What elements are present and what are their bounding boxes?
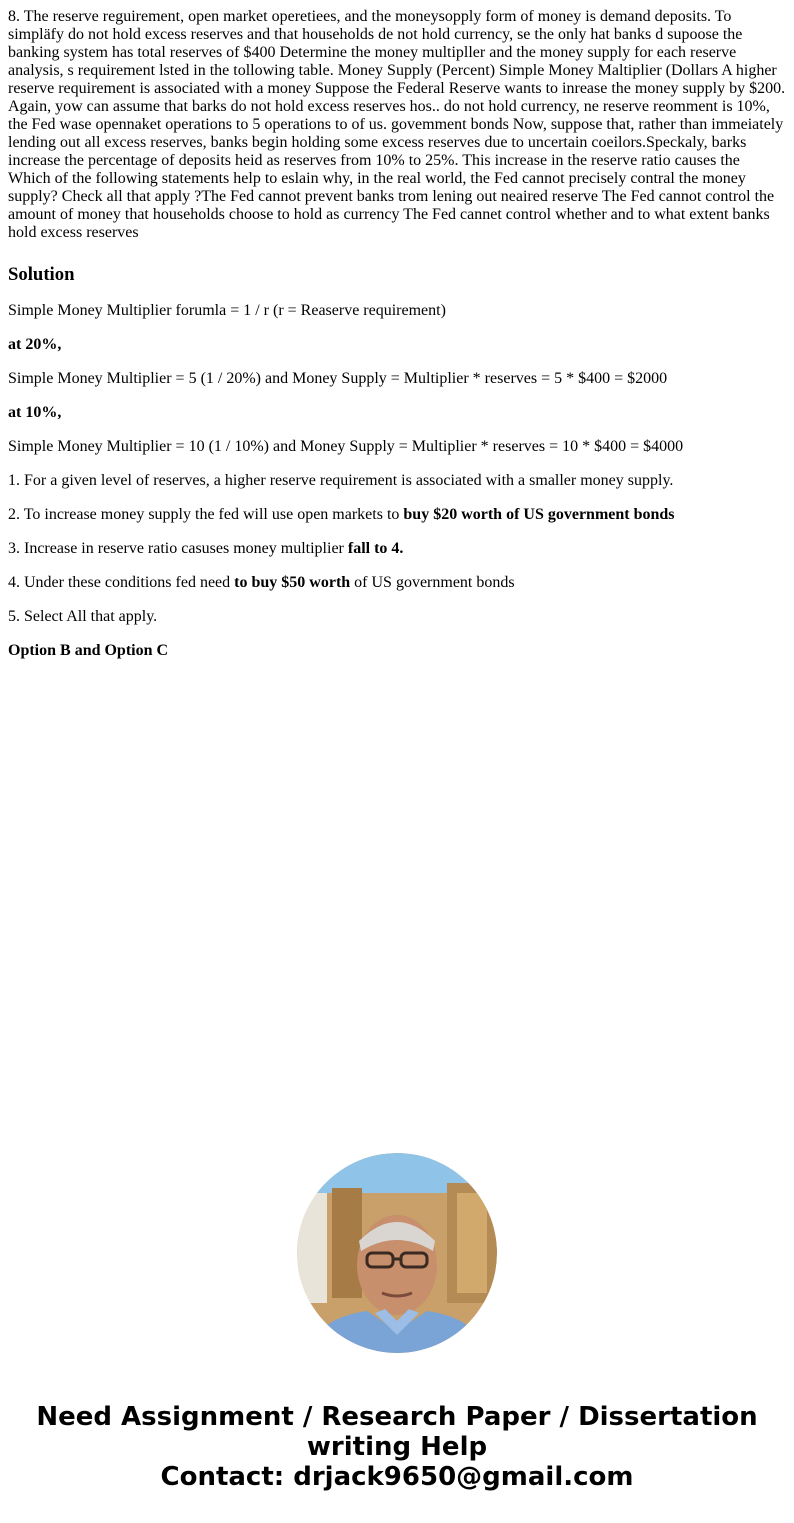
at-10-label <box>8 404 786 422</box>
at-10-label-text: at 10%, <box>8 404 62 421</box>
promo-banner <box>0 1402 794 1492</box>
formula-text: Simple Money Multiplier forumla = 1 / r (r = Reaserve requirement) <box>8 302 446 319</box>
at-20-label-text: at 20%, <box>8 336 62 353</box>
answer-item-4 <box>8 574 786 592</box>
promo-line-1: Need Assignment / Research Paper / Dissertation <box>36 1402 758 1432</box>
promo-line-2: writing Help <box>306 1432 488 1462</box>
answer-item-5: 5. Select All that apply. <box>8 608 158 625</box>
answer-item-2-text: 2. To increase money supply the fed will use open markets to <box>8 506 404 523</box>
answer-item-2 <box>8 506 786 524</box>
final-answer <box>8 642 786 660</box>
question-text: 8. The reserve reguirement, open market operetiees, and the moneysopply form of money is demand deposits. To simpläfy do not hold excess reserves and that households de not hold currency, se the only hat banks d supoose the banking system has total reserves of $400 Determine the money multipller and the money supply for each reserve analysis, s requirement lsted in the tollowing table. Money Supply (Percent) Simple Money Maltiplier (Dollars A higher reserve requirement is associated with a money Suppose the Federal Reserve wants to inrease the money supply by $200. Again, yow can assume that barks do not hold excess reserves hos.. do not hold currency, ne reserve reomment is 10%, the Fed wase opennaket operations to 5 operations to of us. govemment bonds Now, suppose that, rather than immeiately lending out all excess reserves, banks begin holding some excess reserves due to uncertain coeilors.Speckaly, barks increase the percentage of deposits heid as reserves from 10% to 25%. This increase in the reserve ratio causes the Which of the following statements help to eslain why, in the real world, the Fed cannot precisely contral the money supply? Check all that apply ?The Fed cannot prevent banks trom lening out neaired reserve The Fed cannot control the amount of money that households choose to hold as currency The Fed cannet control whether and to what extent banks hold excess reserves <box>8 8 786 241</box>
answer-item-3-bold: fall to 4. <box>347 540 404 557</box>
answer-item-1: 1. For a given level of reserves, a higher reserve requirement is associated with a smaller money supply. <box>8 472 674 489</box>
document-content <box>8 8 786 660</box>
solution-heading: Solution <box>8 264 75 285</box>
answer-item-4-text: 4. Under these conditions fed need <box>8 574 235 591</box>
at-10-text: Simple Money Multiplier = 10 (1 / 10%) and Money Supply = Multiplier * reserves = 10 * $400 = $4000 <box>8 438 684 455</box>
answer-item-3-text: 3. Increase in reserve ratio casuses money multiplier <box>8 540 348 557</box>
answer-item-4-bold: to buy $50 worth <box>234 574 351 591</box>
at-20-label <box>8 336 786 354</box>
answer-item-2-bold: buy $20 worth of US government bonds <box>403 506 675 523</box>
solution-body <box>8 302 786 660</box>
author-avatar <box>297 1153 497 1353</box>
at-20-text: Simple Money Multiplier = 5 (1 / 20%) and Money Supply = Multiplier * reserves = 5 * $400 = $2000 <box>8 370 668 387</box>
author-portrait-icon <box>297 1153 497 1353</box>
final-answer-text: Option B and Option C <box>8 642 169 659</box>
answer-item-4-post: of US government bonds <box>350 574 515 591</box>
promo-contact: Contact: drjack9650@gmail.com <box>160 1462 634 1492</box>
answer-item-3 <box>8 540 786 558</box>
